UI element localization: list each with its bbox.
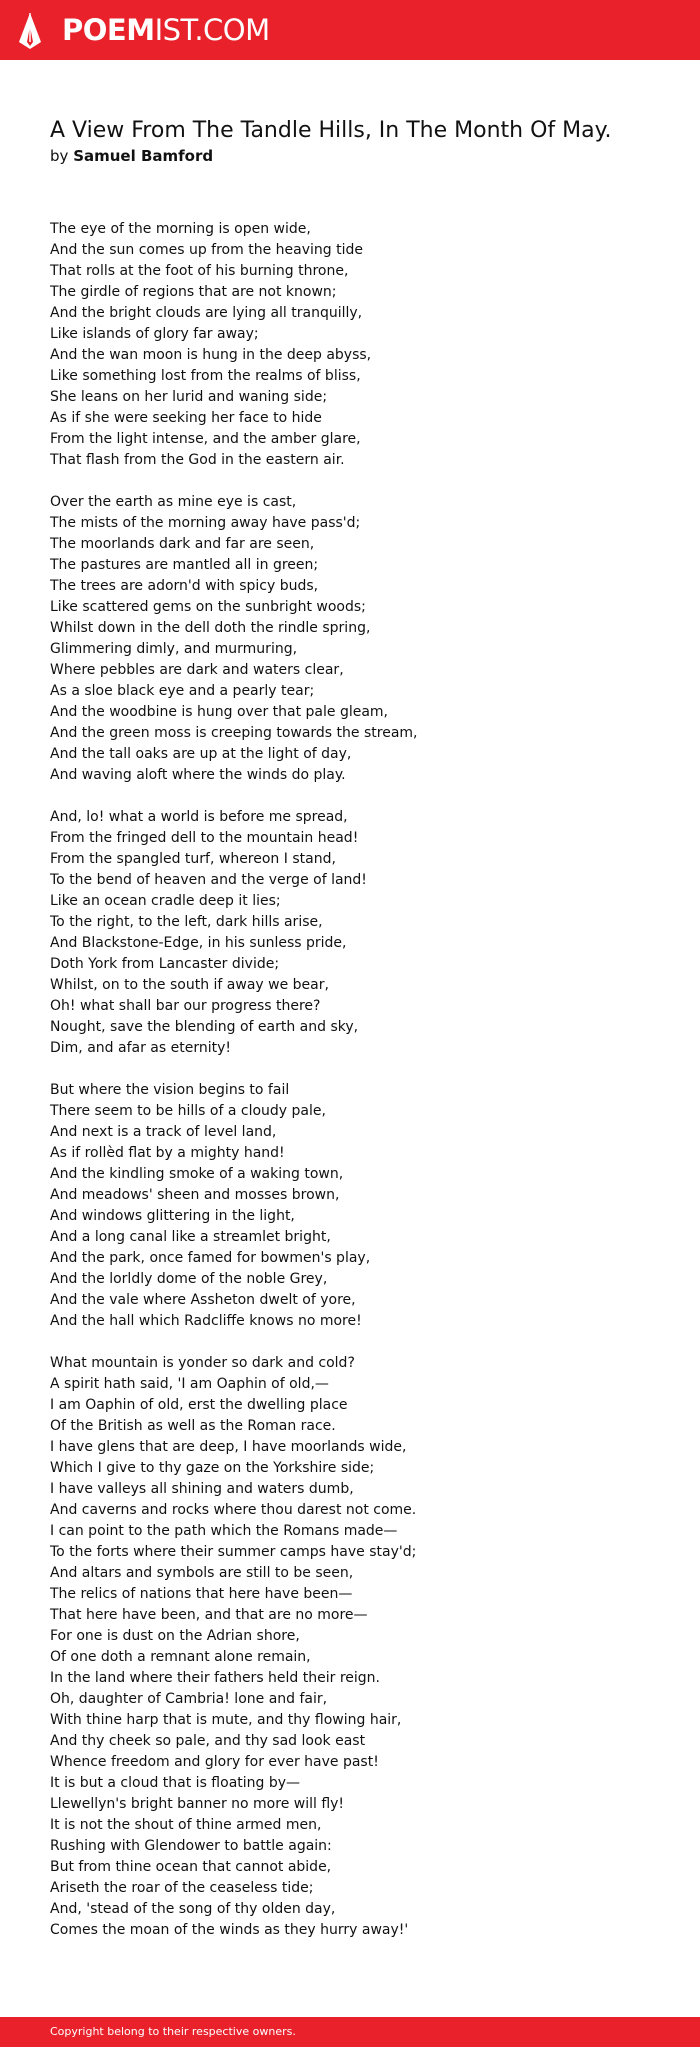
poem-line: For one is dust on the Adrian shore, <box>50 1628 300 1644</box>
byline <box>50 146 670 166</box>
poem-line: And next is a track of level land, <box>50 1124 277 1140</box>
stanza <box>50 1080 670 1332</box>
poem-title: A View From The Tandle Hills, In The Month Of May. <box>50 118 612 143</box>
poem-line: The mists of the morning away have pass'd; <box>50 515 361 531</box>
poem-line: Rushing with Glendower to battle again: <box>50 1838 332 1854</box>
by-label: by <box>50 147 69 165</box>
poem-line: Whilst, on to the south if away we bear, <box>50 977 329 993</box>
poem-line: That here have been, and that are no more— <box>50 1607 368 1623</box>
poem-line: Dim, and afar as eternity! <box>50 1040 231 1056</box>
poem-line: To the forts where their summer camps have stay'd; <box>50 1544 417 1560</box>
poem-line: And the park, once famed for bowmen's play, <box>50 1250 371 1266</box>
poem-line: The eye of the morning is open wide, <box>50 221 311 237</box>
poem-line: Of the British as well as the Roman race. <box>50 1418 336 1434</box>
poem-line: The pastures are mantled all in green; <box>50 557 319 573</box>
poem-line: The relics of nations that here have been— <box>50 1586 353 1602</box>
poem-line: Whence freedom and glory for ever have past! <box>50 1754 379 1770</box>
poem-body <box>50 219 670 1962</box>
poem-line: And the kindling smoke of a waking town, <box>50 1166 344 1182</box>
poem-line: Of one doth a remnant alone remain, <box>50 1649 311 1665</box>
poem-line: Which I give to thy gaze on the Yorkshire side; <box>50 1460 375 1476</box>
site-logo[interactable] <box>62 13 270 47</box>
poem-line: It is not the shout of thine armed men, <box>50 1817 322 1833</box>
poem-line: Comes the moan of the winds as they hurry away!' <box>50 1922 409 1938</box>
logo-light-text: IST.COM <box>154 13 270 47</box>
poem-line: As if she were seeking her face to hide <box>50 410 322 426</box>
poem-line: In the land where their fathers held their reign. <box>50 1670 381 1686</box>
poem-heading <box>50 117 670 166</box>
poem-line: And the sun comes up from the heaving tide <box>50 242 363 258</box>
poem-line: Over the earth as mine eye is cast, <box>50 494 297 510</box>
poem-line: She leans on her lurid and waning side; <box>50 389 328 405</box>
poem-line: Doth York from Lancaster divide; <box>50 956 280 972</box>
poem-line: And the wan moon is hung in the deep abyss, <box>50 347 372 363</box>
quill-pen-icon <box>17 12 43 50</box>
poem-line: I am Oaphin of old, erst the dwelling place <box>50 1397 348 1413</box>
poem-line: And the bright clouds are lying all tranquilly, <box>50 305 363 321</box>
poem-line: I have valleys all shining and waters dumb, <box>50 1481 354 1497</box>
poem-line: The moorlands dark and far are seen, <box>50 536 315 552</box>
site-footer <box>0 2017 700 2047</box>
poem-line: Whilst down in the dell doth the rindle spring, <box>50 620 371 636</box>
poem-line: But from thine ocean that cannot abide, <box>50 1859 332 1875</box>
poem-line: Like something lost from the realms of bliss, <box>50 368 361 384</box>
poem-line: Oh! what shall bar our progress there? <box>50 998 321 1014</box>
poem-line: And the green moss is creeping towards the stream, <box>50 725 418 741</box>
poem-line: And the vale where Assheton dwelt of yore, <box>50 1292 356 1308</box>
poem-line: I can point to the path which the Romans made— <box>50 1523 398 1539</box>
poem-line: Like islands of glory far away; <box>50 326 259 342</box>
author-name: Samuel Bamford <box>73 147 214 165</box>
poem-line: And thy cheek so pale, and thy sad look east <box>50 1733 366 1749</box>
poem-line: The girdle of regions that are not known; <box>50 284 337 300</box>
poem-line: To the bend of heaven and the verge of land! <box>50 872 367 888</box>
poem-line: And altars and symbols are still to be seen, <box>50 1565 354 1581</box>
poem-line: And the tall oaks are up at the light of day, <box>50 746 352 762</box>
poem-line: From the fringed dell to the mountain head! <box>50 830 359 846</box>
poem-line: And windows glittering in the light, <box>50 1208 295 1224</box>
logo-strong-text: POEM <box>62 13 155 47</box>
poem-line: A spirit hath said, 'I am Oaphin of old,— <box>50 1376 329 1392</box>
poem-line: And a long canal like a streamlet bright, <box>50 1229 331 1245</box>
poem-line: From the light intense, and the amber glare, <box>50 431 361 447</box>
poem-line: And meadows' sheen and mosses brown, <box>50 1187 340 1203</box>
poem-line: What mountain is yonder so dark and cold? <box>50 1355 355 1371</box>
poem-line: And the woodbine is hung over that pale gleam, <box>50 704 389 720</box>
poem-line: Like scattered gems on the sunbright woods; <box>50 599 366 615</box>
poem-line: And Blackstone-Edge, in his sunless pride, <box>50 935 347 951</box>
poem-line: That rolls at the foot of his burning throne, <box>50 263 349 279</box>
poem-line: But where the vision begins to fail <box>50 1082 290 1098</box>
poem-line: It is but a cloud that is floating by— <box>50 1775 301 1791</box>
poem-line: As a sloe black eye and a pearly tear; <box>50 683 315 699</box>
poem-line: Oh, daughter of Cambria! lone and fair, <box>50 1691 328 1707</box>
poem-line: Ariseth the roar of the ceaseless tide; <box>50 1880 314 1896</box>
poem-line: Where pebbles are dark and waters clear, <box>50 662 344 678</box>
poem-line: And waving aloft where the winds do play. <box>50 767 346 783</box>
poem-line: Llewellyn's bright banner no more will fly! <box>50 1796 345 1812</box>
stanza <box>50 219 670 471</box>
poem-line: The trees are adorn'd with spicy buds, <box>50 578 319 594</box>
site-header <box>0 0 700 60</box>
copyright-text: Copyright belong to their respective owners. <box>50 2025 296 2038</box>
stanza <box>50 492 670 786</box>
poem-line: As if rollèd flat by a mighty hand! <box>50 1145 285 1161</box>
poem-line: And the hall which Radcliffe knows no more! <box>50 1313 362 1329</box>
poem-line: And caverns and rocks where thou darest not come. <box>50 1502 417 1518</box>
poem-line: With thine harp that is mute, and thy flowing hair, <box>50 1712 402 1728</box>
poem-line: To the right, to the left, dark hills arise, <box>50 914 323 930</box>
stanza <box>50 807 670 1059</box>
poem-line: And the lorldly dome of the noble Grey, <box>50 1271 328 1287</box>
poem-line: I have glens that are deep, I have moorlands wide, <box>50 1439 407 1455</box>
poem-line: There seem to be hills of a cloudy pale, <box>50 1103 326 1119</box>
poem-line: Nought, save the blending of earth and sky, <box>50 1019 359 1035</box>
poem-line: And, lo! what a world is before me spread, <box>50 809 348 825</box>
stanza <box>50 1353 670 1941</box>
poem-line: From the spangled turf, whereon I stand, <box>50 851 336 867</box>
poem-line: Glimmering dimly, and murmuring, <box>50 641 298 657</box>
poem-line: That flash from the God in the eastern air. <box>50 452 345 468</box>
poem-line: And, 'stead of the song of thy olden day, <box>50 1901 336 1917</box>
poem-line: Like an ocean cradle deep it lies; <box>50 893 281 909</box>
